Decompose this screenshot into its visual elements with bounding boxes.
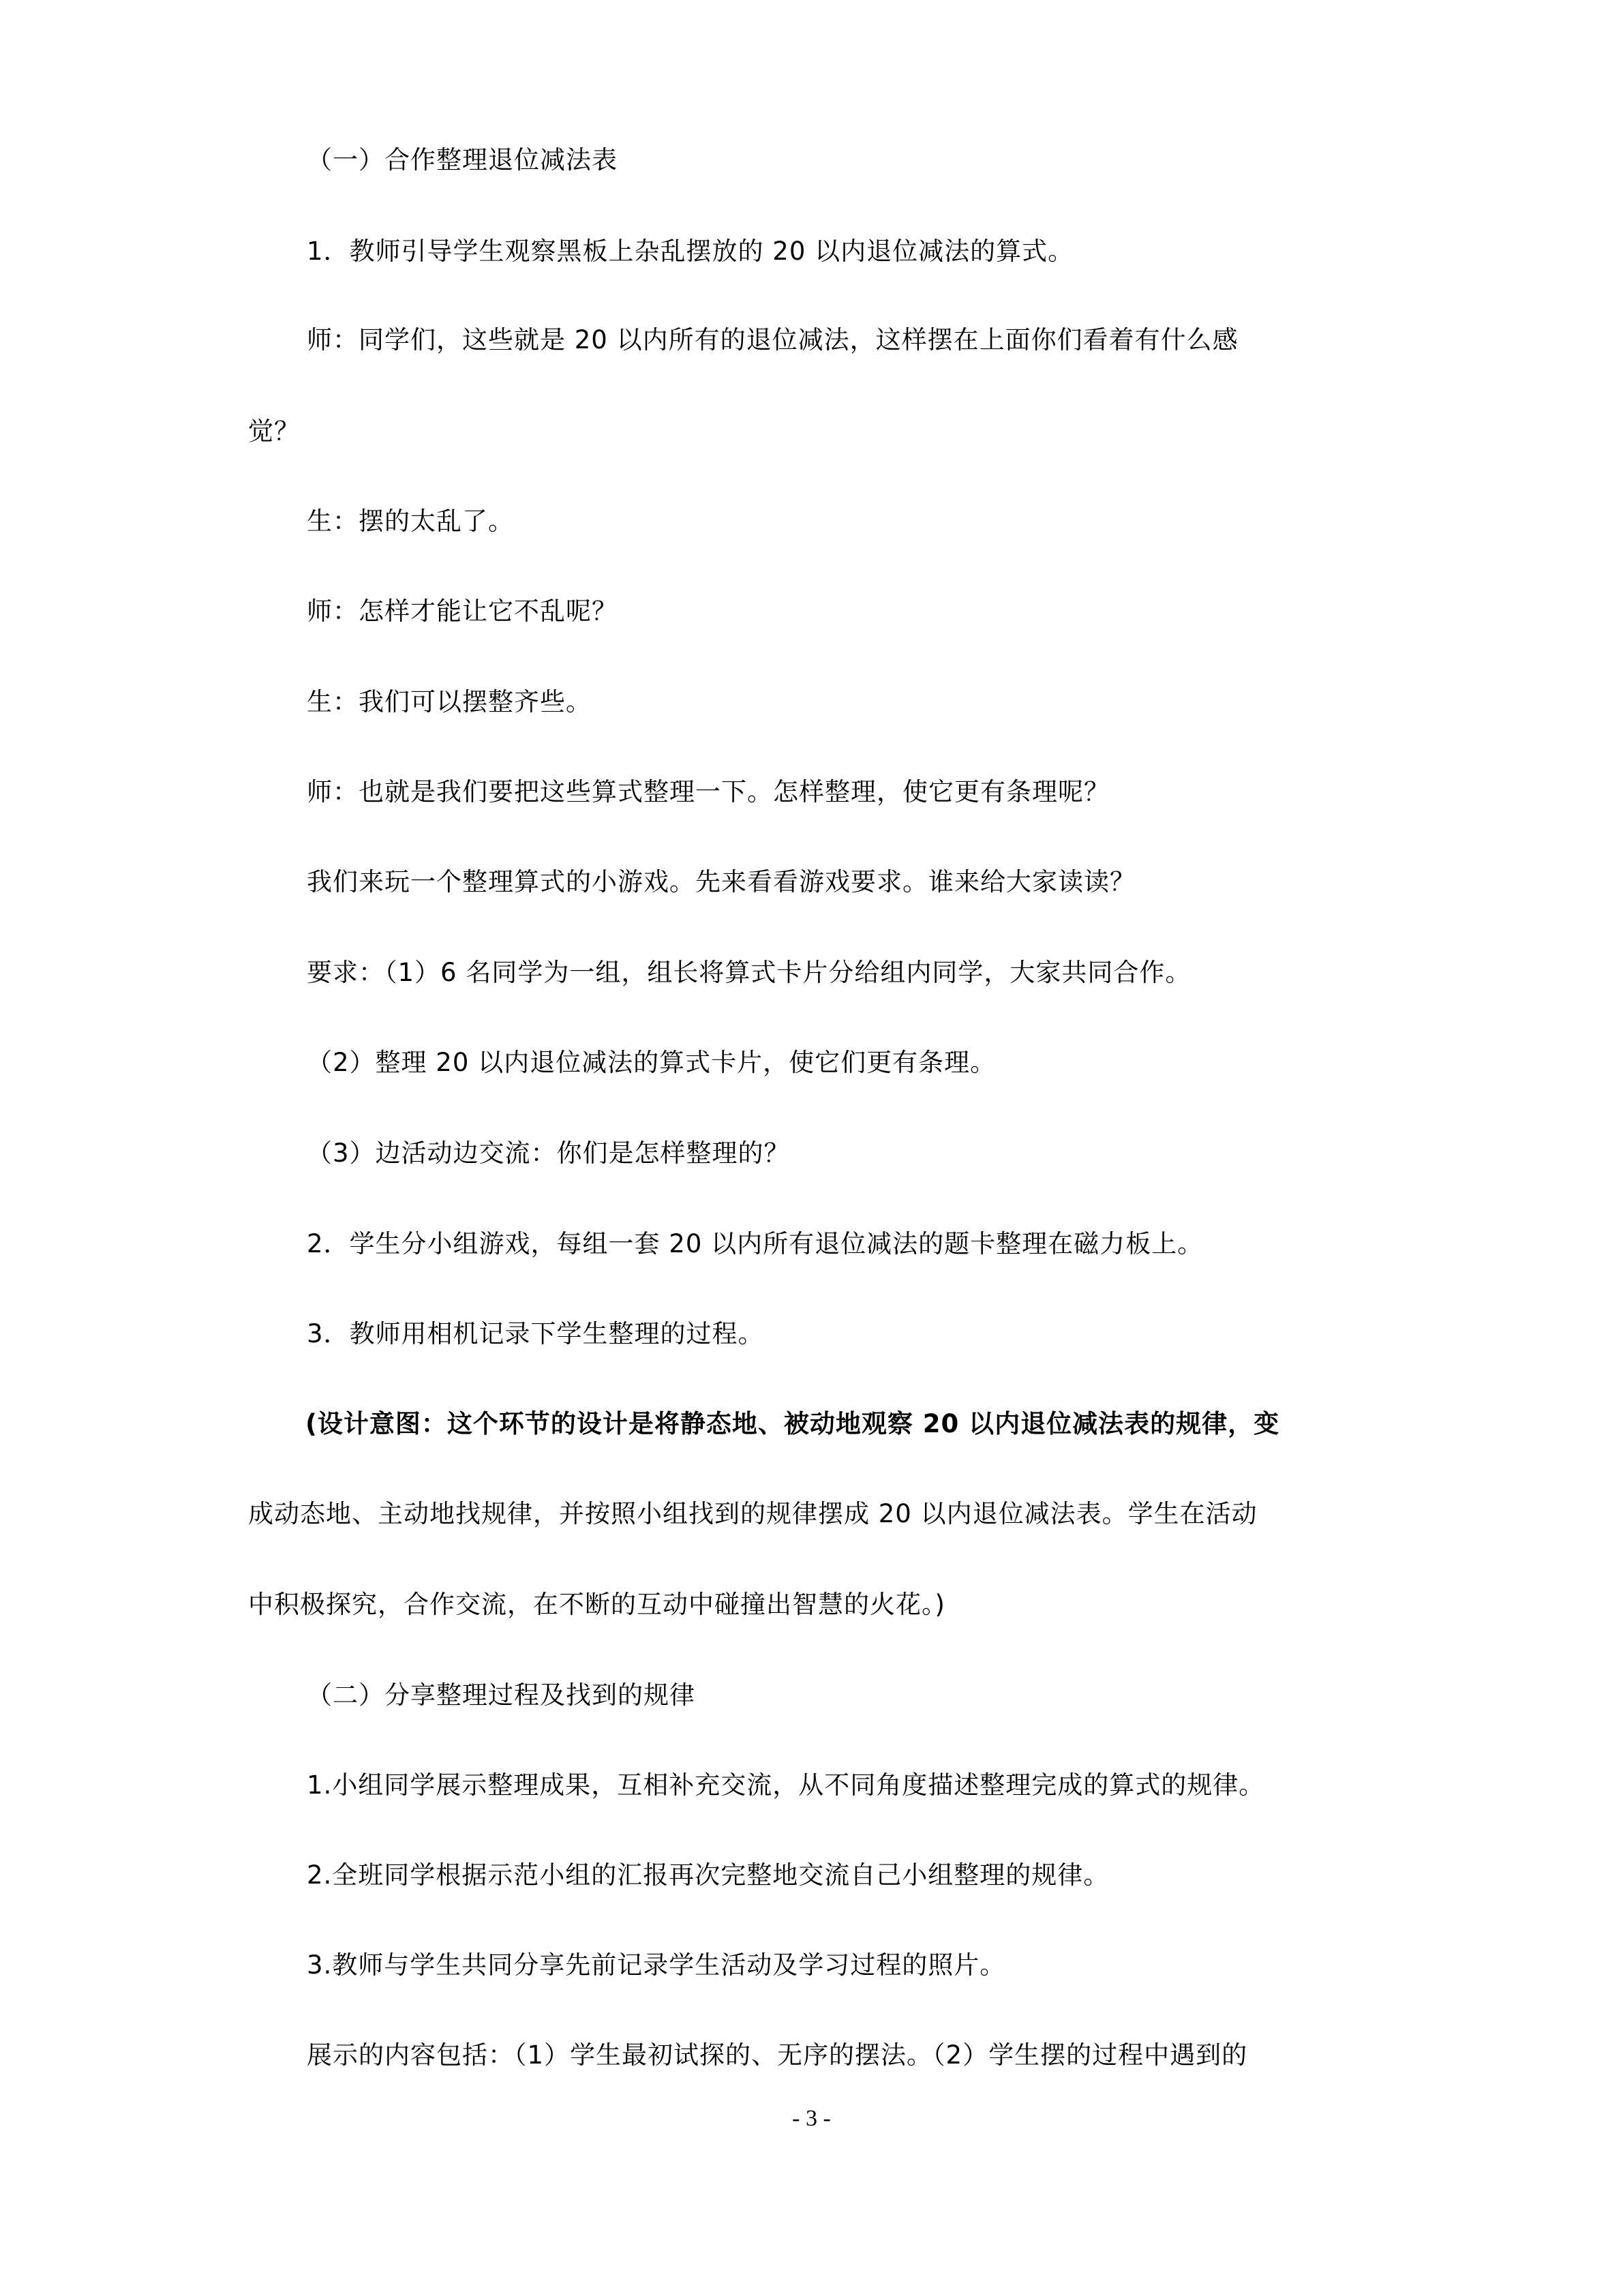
paragraph: 1.小组同学展示整理成果，互相补充交流，从不同角度描述整理完成的算式的规律。	[307, 1770, 1265, 1800]
paragraph: 2.全班同学根据示范小组的汇报再次完整地交流自己小组整理的规律。	[307, 1860, 1110, 1890]
section-heading-1: （一）合作整理退位减法表	[307, 145, 618, 175]
dialogue-line: 师：也就是我们要把这些算式整理一下。怎样整理，使它更有条理呢？	[307, 777, 1110, 806]
requirement-line: （2）整理 20 以内退位减法的算式卡片，使它们更有条理。	[307, 1048, 997, 1077]
page-number: - 3 -	[792, 2106, 831, 2131]
requirement-line: 要求：（1）6 名同学为一组，组长将算式卡片分给组内同学，大家共同合作。	[307, 958, 1192, 987]
paragraph: 1．教师引导学生观察黑板上杂乱摆放的 20 以内退位减法的算式。	[307, 237, 1074, 266]
design-intent-line: 中积极探究，合作交流，在不断的互动中碰撞出智慧的火花。)	[248, 1590, 945, 1619]
design-intent-line: 成动态地、主动地找规律，并按照小组找到的规律摆成 20 以内退位减法表。学生在活动	[248, 1499, 1258, 1528]
section-heading-2: （二）分享整理过程及找到的规律	[307, 1680, 695, 1710]
paragraph: 3．教师用相机记录下学生整理的过程。	[307, 1319, 764, 1348]
paragraph: 2．学生分小组游戏，每组一套 20 以内所有退位减法的题卡整理在磁力板上。	[307, 1229, 1204, 1258]
paragraph: 我们来玩一个整理算式的小游戏。先来看看游戏要求。谁来给大家读读？	[307, 867, 1136, 896]
paragraph: 展示的内容包括：（1）学生最初试探的、无序的摆法。（2）学生摆的过程中遇到的	[307, 2040, 1248, 2070]
dialogue-line-continued: 觉？	[248, 417, 300, 446]
dialogue-line: 生：我们可以摆整齐些。	[307, 687, 592, 716]
paragraph: 3.教师与学生共同分享先前记录学生活动及学习过程的照片。	[307, 1950, 1006, 1980]
dialogue-line: 生：摆的太乱了。	[307, 507, 514, 536]
dialogue-line: 师：同学们，这些就是 20 以内所有的退位减法，这样摆在上面你们看着有什么感	[307, 325, 1239, 354]
requirement-line: （3）边活动边交流：你们是怎样整理的？	[307, 1138, 790, 1168]
design-intent-line: (设计意图：这个环节的设计是将静态地、被动地观察 20 以内退位减法表的规律，变	[305, 1409, 1280, 1438]
dialogue-line: 师：怎样才能让它不乱呢？	[307, 596, 618, 626]
